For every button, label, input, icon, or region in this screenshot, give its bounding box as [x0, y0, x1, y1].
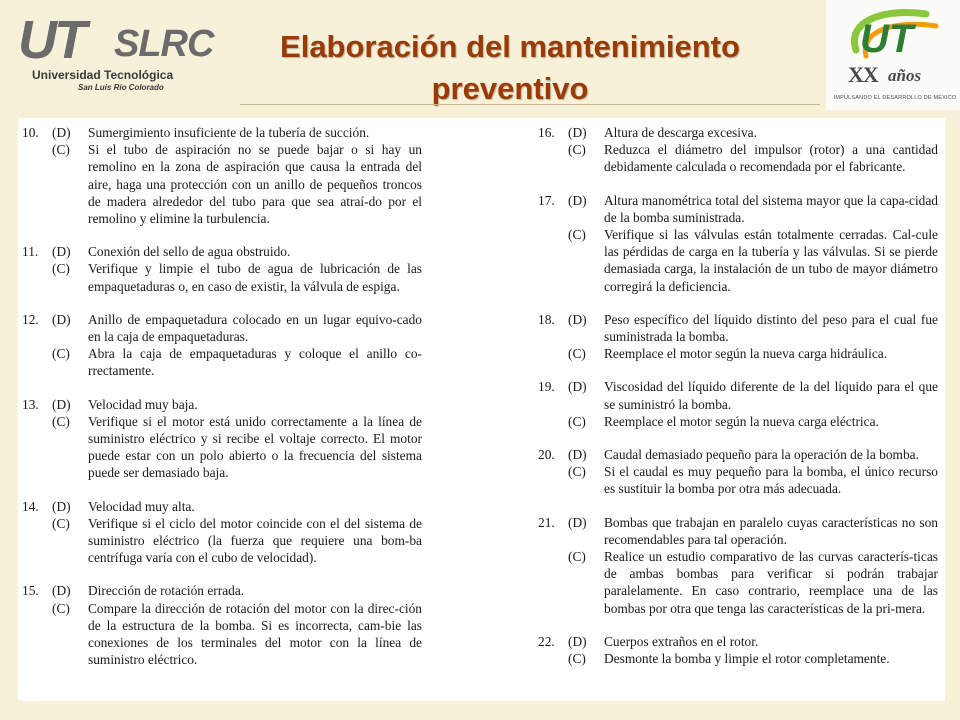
- item-correction-line: [538, 650, 938, 667]
- correction-tag: (C): [52, 346, 70, 362]
- defect-tag: (D): [568, 379, 587, 395]
- item-number: 20.: [538, 447, 555, 463]
- item-correction-line: [22, 141, 422, 227]
- troubleshooting-item: [22, 582, 422, 668]
- correction-text: Compare la dirección de rotación del motor con la direc-ción de la estructura de la bomba. Si es incorrecta, cam-bie las conexiones de los terminales del motor con la línea de suministro eléctrico.: [88, 600, 422, 668]
- item-defect-line: [22, 243, 422, 260]
- defect-tag: (D): [52, 311, 71, 327]
- title-divider: [240, 104, 820, 105]
- logo-slrc-mark: SLRC: [114, 23, 214, 65]
- item-defect-line: [22, 396, 422, 413]
- slide-title-line2: preventivo: [431, 71, 589, 106]
- troubleshooting-item: [538, 192, 938, 295]
- defect-tag: (D): [568, 514, 587, 530]
- defect-tag: (D): [52, 498, 71, 514]
- defect-tag: (D): [568, 633, 587, 649]
- troubleshooting-item: [538, 633, 938, 667]
- defect-text: Altura manométrica total del sistema mayor que la capa-cidad de la bomba suministrada.: [604, 192, 938, 225]
- item-correction-line: [22, 600, 422, 669]
- item-number: 22.: [538, 633, 555, 649]
- item-defect-line: [538, 311, 938, 345]
- correction-tag: (C): [52, 261, 70, 277]
- item-number: 15.: [22, 583, 39, 599]
- slide-title-line1: Elaboración del mantenimiento: [280, 29, 740, 64]
- correction-text: Realice un estudio comparativo de las curvas caracterís-ticas de ambas bombas para verificar si podrán trabajar paralelamente. En caso contrario, reemplace una de las bombas por otra que tenga las características de la pri-mera.: [604, 549, 938, 616]
- item-defect-line: [538, 514, 938, 548]
- defect-text: Conexión del sello de agua obstruido.: [88, 244, 291, 260]
- correction-tag: (C): [568, 413, 586, 429]
- troubleshooting-item: [22, 396, 422, 482]
- correction-tag: (C): [568, 651, 586, 667]
- correction-tag: (C): [52, 142, 70, 158]
- item-defect-line: [538, 633, 938, 650]
- item-defect-line: [22, 311, 422, 345]
- correction-tag: (C): [52, 413, 70, 429]
- item-correction-line: [22, 260, 422, 294]
- correction-text: Si el caudal es muy pequeño para la bomba, el único recurso es sustituir la bomba por otra más adecuada.: [604, 464, 938, 497]
- correction-text: Verifique si el motor está unido correctamente a la línea de suministro eléctrico y si recibe el voltaje correcto. El motor puede estar con un polo abierto o la frecuencia del sistema puede ser demasiado baja.: [88, 413, 422, 481]
- item-correction-line: [22, 413, 422, 482]
- left-column: [22, 124, 422, 668]
- item-correction-line: [538, 548, 938, 617]
- defect-text: Peso específico del líquido distinto del peso para el cual fue suministrada la bomba.: [604, 311, 938, 345]
- defect-text: Anillo de empaquetadura colocado en un lugar equivo-cado en la caja de empaquetaduras.: [88, 311, 422, 345]
- defect-text: Cuerpos extraños en el rotor.: [604, 633, 759, 649]
- defect-text: Viscosidad del líquido diferente de la del líquido para el que se suministró la bomba.: [604, 379, 938, 412]
- correction-tag: (C): [568, 142, 586, 158]
- item-defect-line: [22, 582, 422, 599]
- correction-text: Verifique y limpie el tubo de agua de lubricación de las empaquetaduras o, en caso de existir, la válvula de espiga.: [88, 261, 422, 294]
- correction-text: Verifique si las válvulas están totalmente cerradas. Cal-cule las pérdidas de carga en la tubería y las válvulas. Si se pierde demasiada carga, la instalación de un tubo de mayor diámetro corregirá la deficiencia.: [604, 227, 938, 294]
- defect-text: Bombas que trabajan en paralelo cuyas características no son recomendables para tal operación.: [604, 514, 938, 547]
- item-defect-line: [538, 192, 938, 226]
- logo-right-ut-text: UT: [860, 17, 914, 61]
- item-number: 11.: [22, 244, 39, 260]
- item-number: 18.: [538, 311, 555, 327]
- defect-tag: (D): [568, 447, 587, 463]
- correction-text: Desmonte la bomba y limpie el rotor completamente.: [604, 651, 890, 667]
- logo-anos-text: años: [888, 66, 922, 85]
- ut-xx-anos-logo: [826, 0, 960, 110]
- logo-xx-text: XX: [848, 62, 878, 87]
- defect-tag: (D): [52, 396, 71, 412]
- correction-text: Reemplace el motor según la nueva carga eléctrica.: [604, 413, 879, 429]
- troubleshooting-item: [22, 243, 422, 295]
- utslrc-logo: [18, 10, 218, 96]
- defect-tag: (D): [568, 192, 587, 208]
- defect-text: Altura de descarga excesiva.: [604, 125, 757, 140]
- troubleshooting-item: [538, 514, 938, 617]
- troubleshooting-item: [538, 124, 938, 176]
- item-number: 13.: [22, 396, 39, 412]
- item-defect-line: [538, 446, 938, 463]
- item-correction-line: [538, 463, 938, 497]
- defect-text: Velocidad muy alta.: [88, 498, 195, 514]
- defect-tag: (D): [568, 311, 587, 327]
- item-correction-line: [538, 345, 938, 362]
- item-correction-line: [538, 413, 938, 430]
- item-defect-line: [22, 124, 422, 141]
- troubleshooting-document: [18, 118, 945, 701]
- troubleshooting-item: [538, 311, 938, 363]
- correction-text: Si el tubo de aspiración no se puede bajar o si hay un remolino en la zona de aspiración que causa la entrada del aire, haga una protección con un anillo de pequeños troncos de madera alrededor del tubo para que sea atraí-do por el remolino y elimine la turbulencia.: [88, 142, 422, 227]
- correction-text: Verifique si el ciclo del motor coincide con el del sistema de suministro eléctrico (la fuerza que requiere una bom-ba centrífuga varía con el cubo de velocidad).: [88, 515, 422, 566]
- troubleshooting-item: [538, 446, 938, 498]
- troubleshooting-item: [22, 124, 422, 227]
- item-correction-line: [538, 226, 938, 295]
- item-number: 17.: [538, 192, 555, 208]
- correction-tag: (C): [568, 346, 586, 362]
- ut-swoosh-icon: [826, 0, 960, 70]
- item-defect-line: [22, 498, 422, 515]
- defect-tag: (D): [52, 125, 71, 140]
- troubleshooting-item: [22, 498, 422, 567]
- item-defect-line: [538, 378, 938, 412]
- defect-text: Sumergimiento insuficiente de la tubería de succión.: [88, 125, 370, 140]
- defect-text: Caudal demasiado pequeño para la operación de la bomba.: [604, 447, 919, 463]
- defect-tag: (D): [568, 125, 587, 140]
- right-column: [538, 124, 938, 667]
- correction-tag: (C): [568, 464, 586, 480]
- logo-ut-mark: UT: [18, 10, 84, 70]
- defect-text: Velocidad muy baja.: [88, 396, 198, 412]
- item-correction-line: [22, 515, 422, 567]
- item-number: 16.: [538, 125, 555, 140]
- item-number: 12.: [22, 311, 39, 327]
- correction-tag: (C): [52, 515, 70, 531]
- item-defect-line: [538, 124, 938, 141]
- troubleshooting-item: [538, 378, 938, 430]
- logo-city-name: San Luis Río Colorado: [78, 83, 164, 92]
- item-number: 19.: [538, 379, 555, 395]
- correction-text: Reduzca el diámetro del impulsor (rotor) a una cantidad debidamente calculada o recomendada por el fabricante.: [604, 142, 938, 175]
- defect-tag: (D): [52, 244, 71, 260]
- item-number: 21.: [538, 514, 555, 530]
- item-correction-line: [22, 345, 422, 379]
- correction-text: Abra la caja de empaquetaduras y coloque el anillo co-rrectamente.: [88, 346, 422, 379]
- correction-text: Reemplace el motor según la nueva carga hidráulica.: [604, 346, 888, 362]
- correction-tag: (C): [52, 600, 70, 616]
- item-correction-line: [538, 141, 938, 175]
- logo-slogan: IMPULSANDO EL DESARROLLO DE MÉXICO: [833, 95, 957, 101]
- correction-tag: (C): [568, 227, 586, 243]
- troubleshooting-item: [22, 311, 422, 380]
- defect-text: Dirección de rotación errada.: [88, 583, 245, 599]
- slide-title: [220, 26, 800, 110]
- logo-university-name: Universidad Tecnológica: [32, 68, 174, 82]
- correction-tag: (C): [568, 549, 586, 565]
- item-number: 14.: [22, 498, 39, 514]
- item-number: 10.: [22, 125, 39, 140]
- defect-tag: (D): [52, 583, 71, 599]
